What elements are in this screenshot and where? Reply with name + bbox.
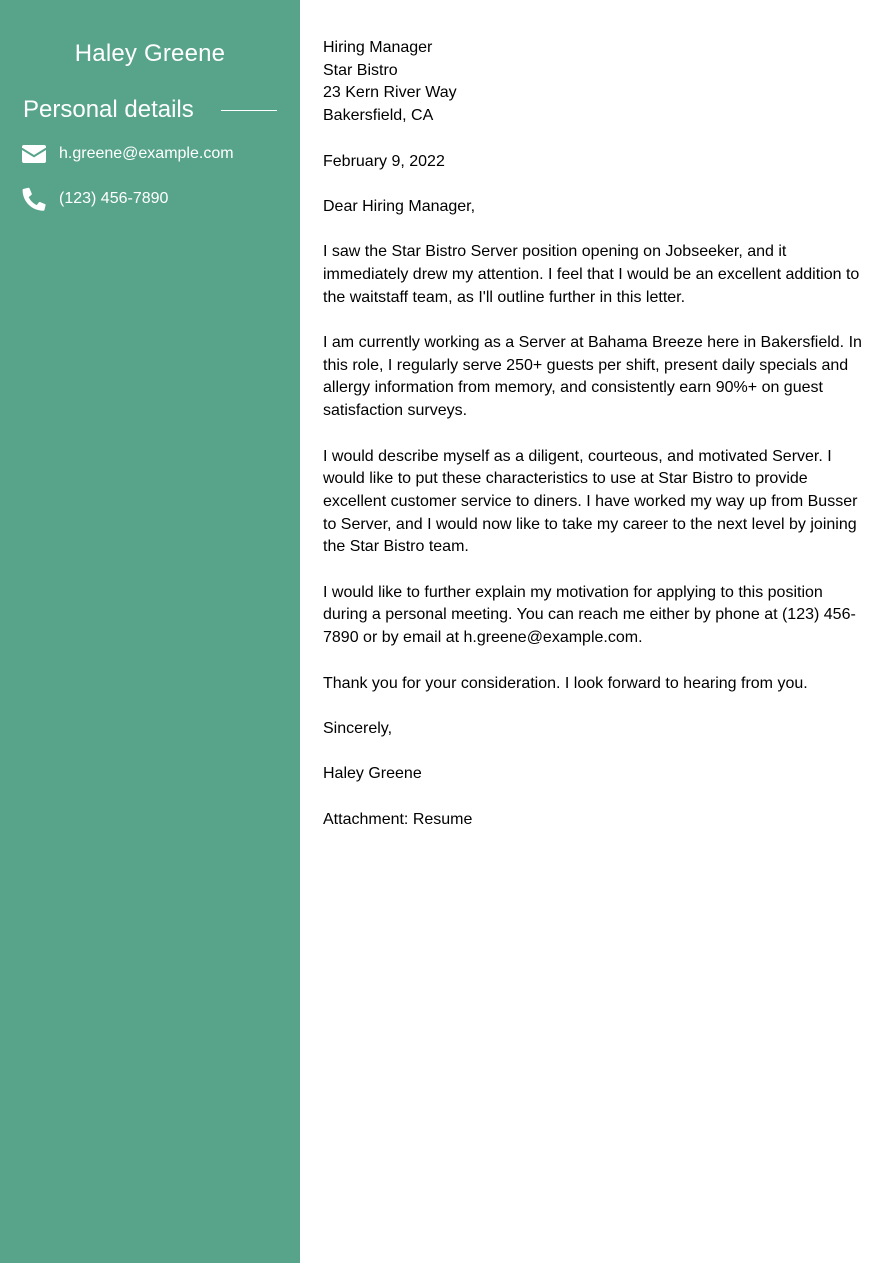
body-paragraph: I would describe myself as a diligent, courteous, and motivated Server. I would like to put these characteristics to use at Star Bistro to provide excellent customer service to diners. I have worked my way up from Busser to Server, and I would now like to take my career to the next level by joining the Star Bistro team. <box>323 447 858 556</box>
salutation: Dear Hiring Manager, <box>323 197 476 215</box>
personal-details-heading: Personal details <box>23 96 194 123</box>
closing: Sincerely, <box>323 719 393 737</box>
phone-text: (123) 456-7890 <box>59 190 169 207</box>
body-paragraph: I saw the Star Bistro Server position opening on Jobseeker, and it immediately drew my attention. I feel that I would be an excellent addition to the waitstaff team, as I'll outline further in this letter. <box>323 243 860 306</box>
body-paragraph: Thank you for your consideration. I look forward to hearing from you. <box>323 674 808 692</box>
section-divider <box>221 110 277 111</box>
letter-date: February 9, 2022 <box>323 152 445 170</box>
recipient-line: Star Bistro <box>323 61 398 79</box>
body-paragraph: I am currently working as a Server at Bahama Breeze here in Bakersfield. In this role, I regularly serve 250+ guests per shift, present daily specials and allergy information from memory, and consistently earn 90%+ on guest satisfaction surveys. <box>323 334 862 420</box>
body-paragraph: I would like to further explain my motivation for applying to this position during a personal meeting. You can reach me either by phone at (123) 456-7890 or by email at h.greene@example.com. <box>323 583 856 647</box>
signature: Haley Greene <box>323 765 422 783</box>
recipient-line: Hiring Manager <box>323 39 433 56</box>
recipient-line: 23 Kern River Way <box>323 84 457 102</box>
email-text: h.greene@example.com <box>59 145 234 162</box>
letter-body <box>323 37 863 854</box>
recipient-address <box>323 37 863 128</box>
contact-phone <box>22 187 168 211</box>
attachment-note: Attachment: Resume <box>323 810 473 828</box>
contact-email <box>22 142 234 166</box>
recipient-line: Bakersfield, CA <box>323 107 434 125</box>
sidebar <box>0 0 300 1263</box>
phone-icon <box>22 187 46 211</box>
applicant-name: Haley Greene <box>74 40 226 67</box>
envelope-icon <box>22 142 46 166</box>
